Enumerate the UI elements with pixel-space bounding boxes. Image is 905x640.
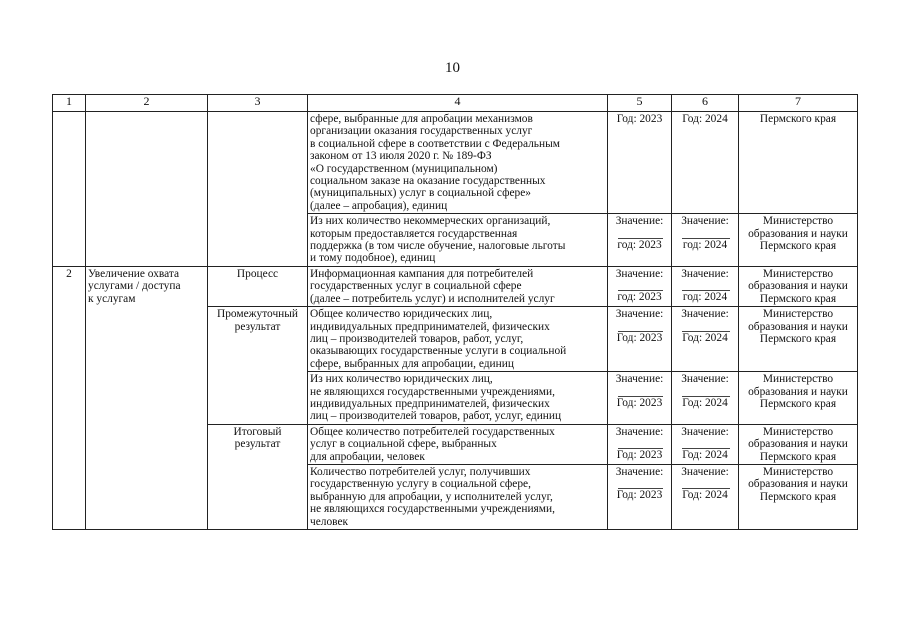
value-cell: Значение: Год: 2023 bbox=[608, 307, 672, 372]
type-cell: Итоговый результат bbox=[208, 424, 308, 529]
table-row bbox=[53, 112, 858, 214]
value-cell: Значение: Год: 2023 bbox=[608, 372, 672, 425]
header-cell: 2 bbox=[86, 95, 208, 112]
value-cell: Значение: Год: 2024 bbox=[672, 307, 739, 372]
header-cell: 6 bbox=[672, 95, 739, 112]
responsible-cell: Министерство образования и науки Пермского края bbox=[739, 214, 858, 267]
header-cell: 3 bbox=[208, 95, 308, 112]
value-cell: Значение: Год: 2024 bbox=[672, 424, 739, 464]
value-cell: Значение: год: 2024 bbox=[672, 266, 739, 306]
table-row bbox=[53, 266, 858, 306]
year-cell: Год: 2024 bbox=[672, 112, 739, 214]
task-cell bbox=[86, 112, 208, 267]
responsible-cell: Пермского края bbox=[739, 112, 858, 214]
value-cell: Значение: Год: 2023 bbox=[608, 424, 672, 464]
indicator-cell: Из них количество юридических лиц, не являющихся государственными учреждениями, индивидуальных предпринимателей, физических лиц – производителей товаров, работ, услуг, единиц bbox=[308, 372, 608, 425]
value-cell: Значение: год: 2024 bbox=[672, 214, 739, 267]
type-cell: Процесс bbox=[208, 266, 308, 306]
indicator-cell: Общее количество потребителей государственных услуг в социальной сфере, выбранных для апробации, человек bbox=[308, 424, 608, 464]
type-cell: Промежуточный результат bbox=[208, 307, 308, 425]
indicator-cell: Из них количество некоммерческих организаций, которым предоставляется государственная поддержка (в том числе обучение, налоговые льготы и тому подобное), единиц bbox=[308, 214, 608, 267]
responsible-cell: Министерство образования и науки Пермского края bbox=[739, 307, 858, 372]
header-cell: 5 bbox=[608, 95, 672, 112]
header-cell: 1 bbox=[53, 95, 86, 112]
value-cell: Значение: Год: 2023 bbox=[608, 464, 672, 529]
value-cell: Значение: Год: 2024 bbox=[672, 372, 739, 425]
header-cell: 4 bbox=[308, 95, 608, 112]
row-number-cell bbox=[53, 112, 86, 267]
responsible-cell: Министерство образования и науки Пермского края bbox=[739, 464, 858, 529]
responsible-cell: Министерство образования и науки Пермского края bbox=[739, 424, 858, 464]
task-cell: Увеличение охвата услугами / доступа к услугам bbox=[86, 266, 208, 529]
indicators-table bbox=[52, 94, 858, 530]
indicator-cell: сфере, выбранные для апробации механизмов организации оказания государственных услуг в социальной сфере в соответствии с Федеральным законом от 13 июля 2020 г. № 189-ФЗ «О государственном (муниципальном) социальном заказе на оказание государственных (муниципальных) услуг в социальной сфере» (далее – апробация), единиц bbox=[308, 112, 608, 214]
indicator-cell: Информационная кампания для потребителей государственных услуг в социальной сфере (далее – потребитель услуг) и исполнителей услуг bbox=[308, 266, 608, 306]
value-cell: Значение: год: 2023 bbox=[608, 266, 672, 306]
value-cell: Значение: Год: 2024 bbox=[672, 464, 739, 529]
header-cell: 7 bbox=[739, 95, 858, 112]
responsible-cell: Министерство образования и науки Пермского края bbox=[739, 266, 858, 306]
indicator-cell: Количество потребителей услуг, получивших государственную услугу в социальной сфере, выбранную для апробации, у исполнителей услуг, не являющихся государственными учреждениями, человек bbox=[308, 464, 608, 529]
responsible-cell: Министерство образования и науки Пермского края bbox=[739, 372, 858, 425]
value-cell: Значение: год: 2023 bbox=[608, 214, 672, 267]
type-cell bbox=[208, 112, 308, 267]
indicator-cell: Общее количество юридических лиц, индивидуальных предпринимателей, физических лиц – производителей товаров, работ, услуг, оказывающих государственные услуги в социальной сфере, выбранных для апробации, единиц bbox=[308, 307, 608, 372]
year-cell: Год: 2023 bbox=[608, 112, 672, 214]
header-row bbox=[53, 95, 858, 112]
row-number-cell: 2 bbox=[53, 266, 86, 529]
page-number: 10 bbox=[445, 60, 460, 76]
